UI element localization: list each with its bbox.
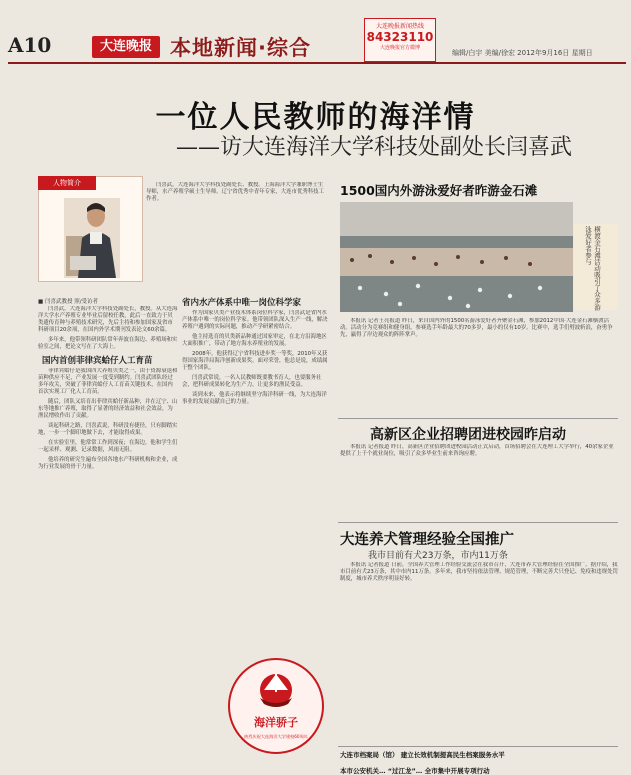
page-number: A10 <box>8 33 52 57</box>
masthead <box>0 0 631 62</box>
job-body <box>340 444 618 518</box>
paragraph: 作为国家贝类产业技术体系岗位科学家，闫喜武是省内水产体系中唯一的岗位科学家。他带领团队深入生产一线，解决养殖户遇到的实际问题，推动产学研紧密结合。 <box>182 310 328 330</box>
main-subtitle: ——访大连海洋大学科技处副处长闫喜武 <box>176 135 573 160</box>
paragraph: 他主持选育的贝类新品种通过国家审定，在北方沿海地区大面积推广，带动了地方海水养殖业的发展。 <box>182 334 327 347</box>
main-headline: 一位人民教师的海洋情 <box>155 100 476 135</box>
subhead-2: 省内水产体系中唯一岗位科学家 <box>182 298 302 308</box>
paragraph: 本报讯 记者报道 昨日，高新区企业招聘团进校园活动正式启动，首场招聘会在大连理工大学举行，40余家企业提供了上千个就业岗位，吸引了众多毕业生前来咨询应聘。 <box>340 444 614 457</box>
paragraph: 随后，团队又培育出菲律宾蛤仔新品种，并在辽宁、山东等地推广养殖，取得了显著的经济效益和社会效益，为渔民增收作出了贡献。 <box>38 399 178 419</box>
divider <box>338 746 618 747</box>
swim-photo <box>340 202 573 312</box>
paragraph: 多年来，他带领科研团队常年奔波在海边、养殖场和实验室之间，把论文写在了大海上。 <box>38 337 178 350</box>
paragraph: 菲律宾蛤仔是我国四大养殖贝类之一，由于资源衰退和苗种供应不足，产业发展一度受到制约。闫喜武团队经过多年攻关，突破了菲律宾蛤仔人工育苗关键技术，在国内首次实现工厂化人工育苗。 <box>38 368 178 395</box>
section-title: 本地新闻·综合 <box>170 36 311 60</box>
divider <box>338 418 618 419</box>
main-column-1b <box>38 368 178 750</box>
photo-caption: ■ 闫喜武教授 照/受访者 <box>38 299 99 305</box>
hotline-box <box>364 18 436 62</box>
profile-tag: 人物简介 <box>38 176 96 190</box>
swim-headline: 1500国内外游泳爱好者昨游金石滩 <box>340 183 538 198</box>
brief-2: 本市公安机关… “过江龙”… 全市集中开展专项行动 <box>340 767 490 775</box>
paragraph: 本报讯 记者报道 日前，全国养犬管理工作经验交流会在我市召开，大连市养犬管理经验在全国推广。据介绍，我市目前有犬23万条，其中市内11万条。多年来，我市坚持依法管理、规范管理，不断完善犬只登记、免疫和违规处罚制度，城市养犬秩序明显好转。 <box>340 562 618 582</box>
divider <box>338 522 618 523</box>
brief-1: 大连市档案局（馆） 建立长效机制提高民生档案服务水平 <box>340 751 505 759</box>
paragraph: 闫喜武，大连海洋大学科技处副处长，教授。从大连海洋大学水产养殖专业毕业后留校任教，此后一直致力于贝类遗传育种与养殖技术研究，先后主持和参加国家及省市科研项目20余项，在国内外学术期刊发表论文60余篇。 <box>38 306 178 333</box>
hotline-number: 84323110 <box>366 30 434 44</box>
masthead-rule <box>8 62 626 64</box>
swim-body <box>340 318 618 414</box>
paragraph: 2008年，他获得辽宁省科技进步奖一等奖，2010年又获得国家海洋局海洋创新成果奖。面对荣誉，他总是说，成绩属于整个团队。 <box>182 351 328 371</box>
editor-line: 编辑/白宇 美编/徐宏 2012年9月16日 星期日 <box>452 49 593 57</box>
anniversary-stamp <box>226 656 326 756</box>
hotline-label: 大连晚报新闻热线 <box>375 23 424 30</box>
dog-mgmt-headline: 大连养犬管理经验全国推广 <box>340 532 514 548</box>
paragraph: 谈起科研之路，闫喜武说，科研没有捷径，只有脚踏实地，一步一个脚印地做下去，才能取得成果。 <box>38 423 178 436</box>
hotline-sub: 大连晚报官方微博 <box>379 45 420 51</box>
subhead-1: 国内首创菲律宾蛤仔人工育苗 <box>42 356 153 366</box>
newspaper-logo: 大连晚报 <box>92 36 160 58</box>
dog-mgmt-body <box>340 562 618 744</box>
main-column-2 <box>182 310 332 656</box>
paragraph: 本报讯 记者王亮报道 昨日，来自国内外的1500名游泳爱好者齐聚金石滩，参加2012中国·大连金石滩横渡活动。活动分为竞赛组和健身组，参赛选手年龄最大的70多岁，最小的仅有10岁。比赛中，选手们劈波斩浪，奋勇争先，赢得了岸边观众的阵阵掌声。 <box>340 318 613 338</box>
paragraph: 他培养的研究生遍布全国各地水产科研机构和企业，成为行业发展的骨干力量。 <box>38 457 178 470</box>
swim-photo-caption: 横渡金石滩活动吸引了众多游泳爱好者参与 <box>584 226 601 311</box>
job-headline: 高新区企业招聘团进校园昨启动 <box>370 427 566 443</box>
paragraph: 在实验室里，他常常工作到深夜；在海边，他和学生们一起采样、观测、记录数据，风雨无阻。 <box>38 440 178 453</box>
paragraph: 谈到未来，他表示将继续坚守海洋科研一线，为大连海洋事业的发展贡献自己的力量。 <box>182 392 327 405</box>
paragraph: 闫喜武常说，一名人民教师既要教书育人，也要服务社会，把科研成果转化为生产力，让更多的渔民受益。 <box>182 375 322 388</box>
main-column-1 <box>38 306 178 350</box>
portrait-photo <box>64 198 120 278</box>
dog-mgmt-subtitle: 我市目前有犬23万条，市内11万条 <box>368 551 508 561</box>
stamp-title: 海洋骄子 <box>254 716 298 729</box>
bio-text <box>146 182 328 288</box>
bio-paragraph: 闫喜武，大连海洋大学科技处副处长、教授。上海海洋大学兼职博士生导师，水产养殖学硕士生导师。辽宁省优秀中青年专家，大连市优秀科技工作者。 <box>146 182 324 202</box>
stamp-subtitle: 热烈庆祝大连海洋大学建校60周年 <box>244 734 308 739</box>
